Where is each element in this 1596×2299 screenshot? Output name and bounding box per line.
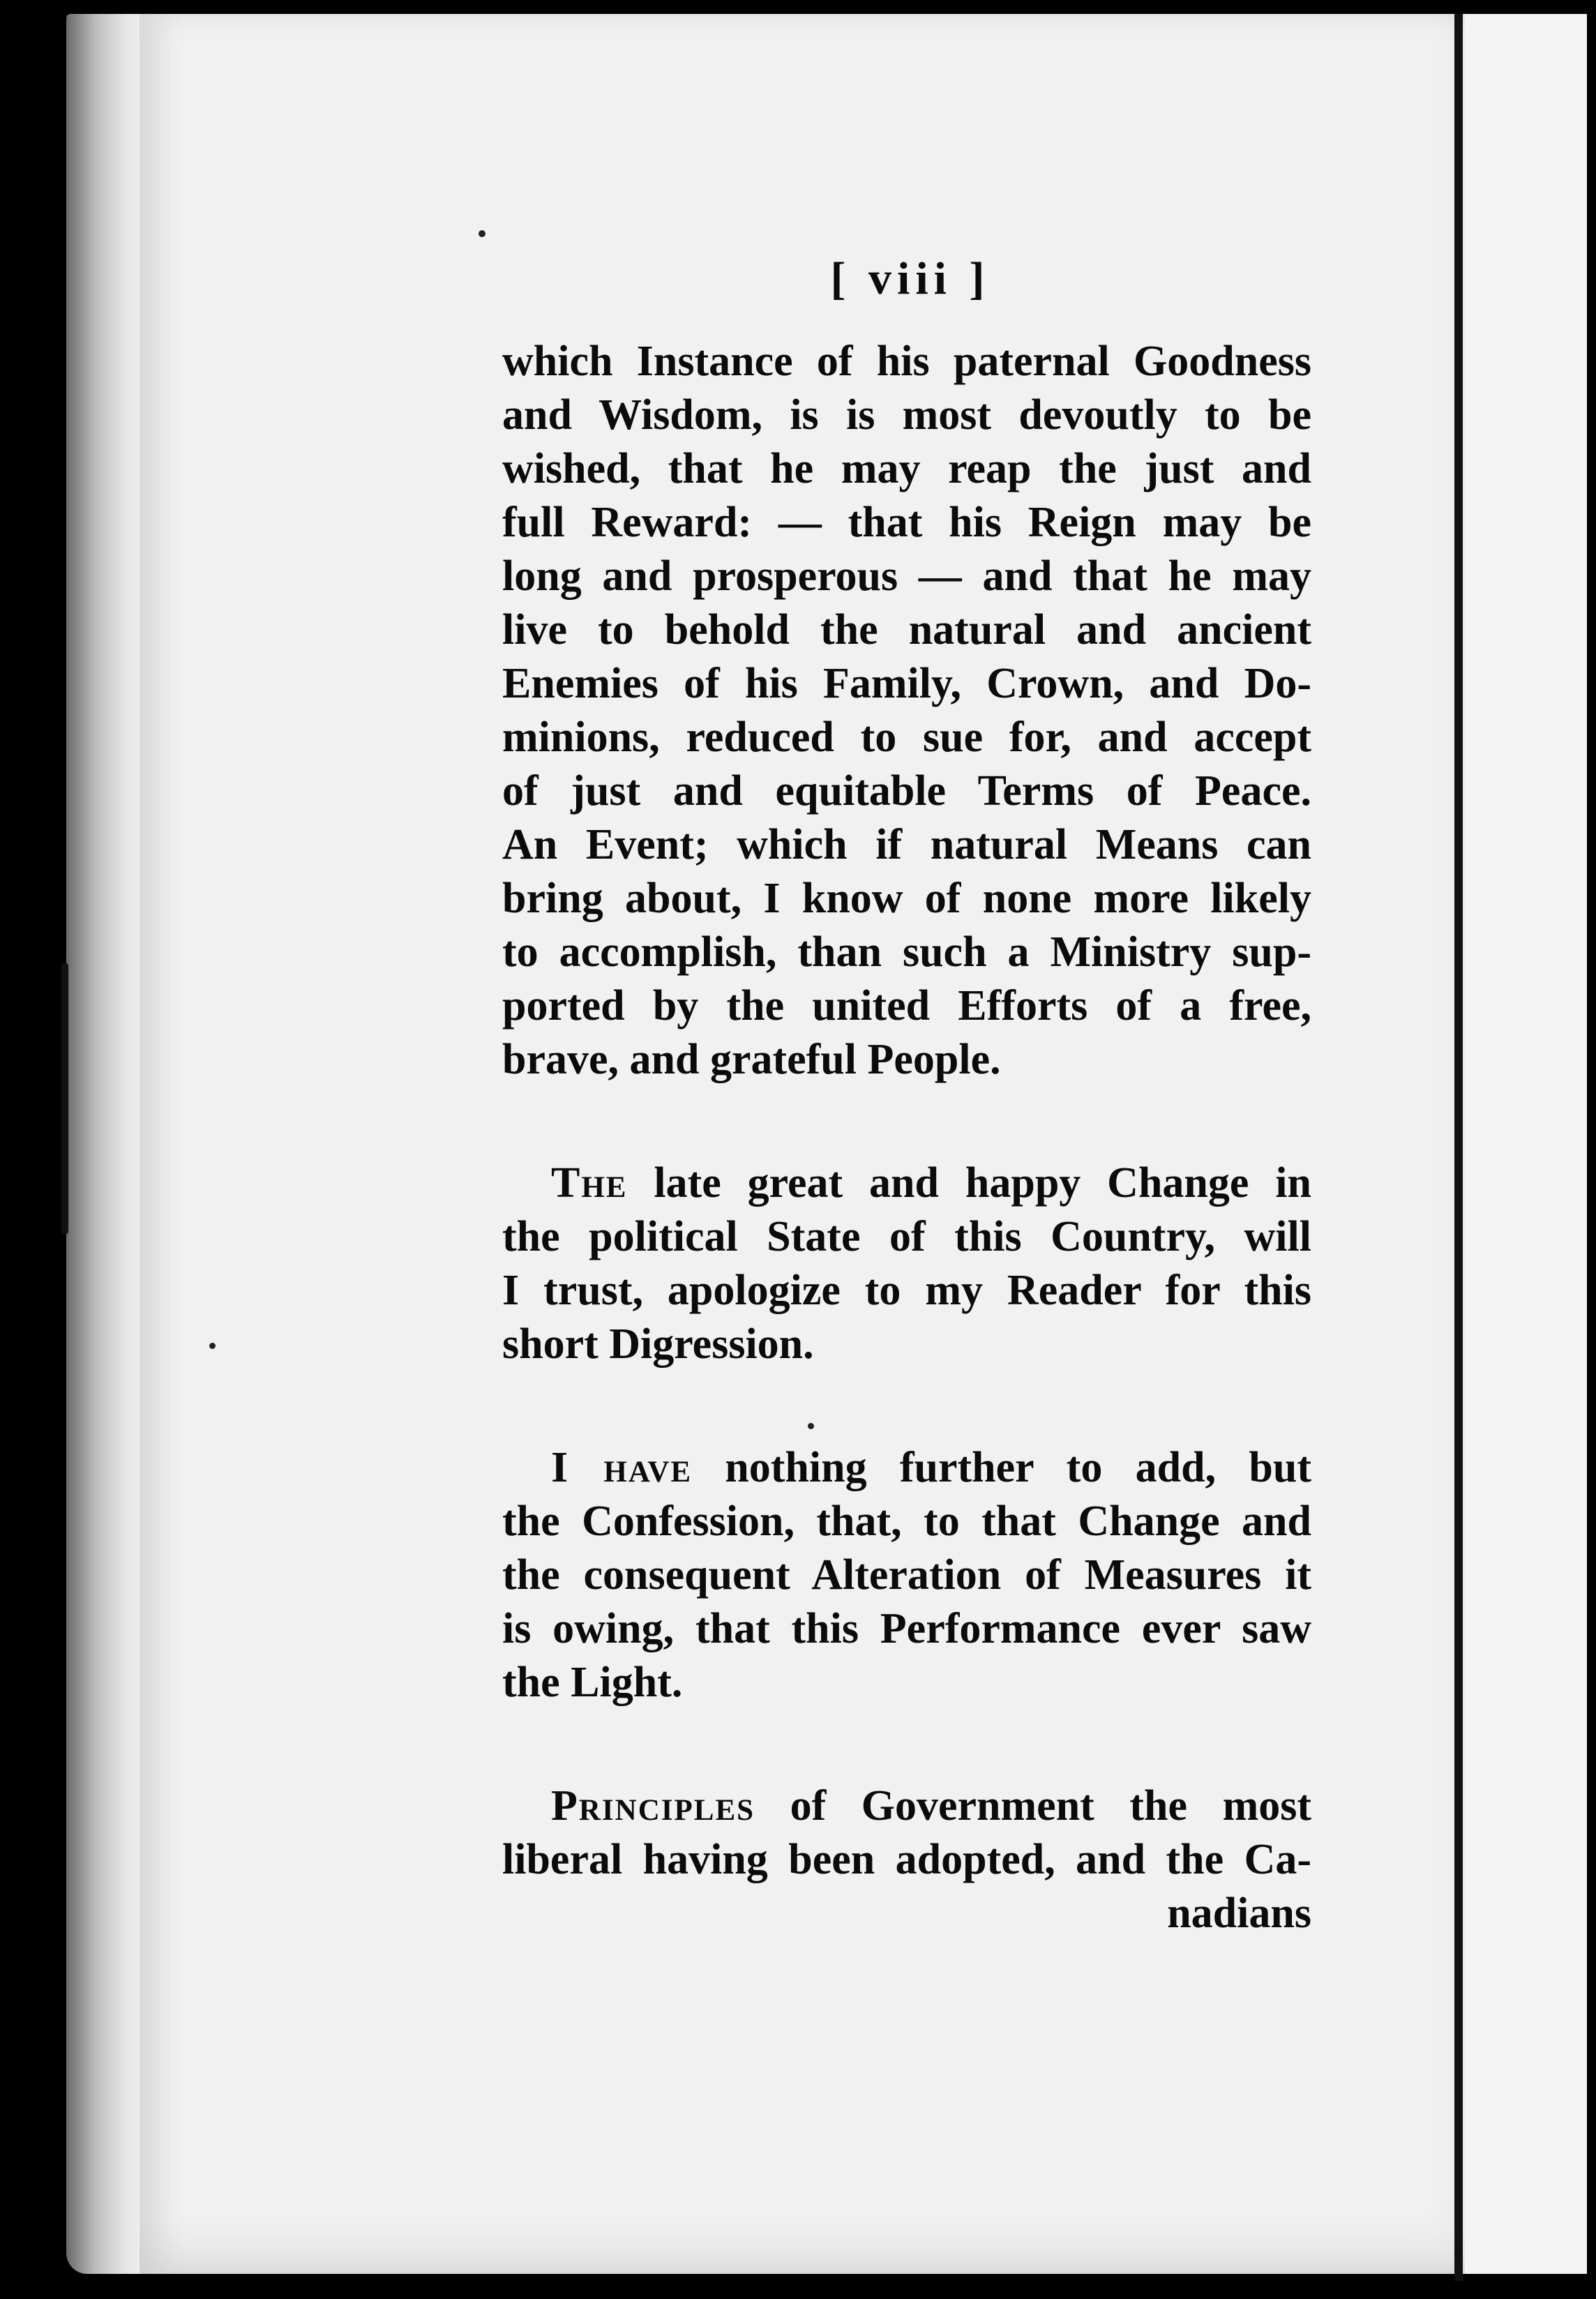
text-line: the Confession, that, to that Change and: [502, 1498, 1311, 1545]
text-line: and Wisdom, is is most devoutly to be: [502, 391, 1311, 439]
text-line: long and prosperous — and that he may: [502, 552, 1311, 600]
text-run: late great and happy Change in: [627, 1159, 1311, 1207]
catchword: nadians: [1167, 1890, 1311, 1937]
text-line: live to behold the natural and ancient: [502, 606, 1311, 654]
text-line: minions, reduced to sue for, and accept: [502, 714, 1311, 761]
text-line: ported by the united Efforts of a free,: [502, 982, 1311, 1030]
paragraph-lead: The: [551, 1159, 628, 1207]
text-line: wished, that he may reap the just and: [502, 445, 1311, 492]
text-line: [502, 1779, 1311, 1833]
paragraph-1: [502, 335, 1311, 1087]
text-line: I trust, apologize to my Reader for this: [502, 1267, 1311, 1314]
print-speck: [479, 230, 485, 237]
book-gutter: [66, 14, 150, 2274]
paragraph-4: [502, 1779, 1311, 1940]
facing-page-edge: [1465, 14, 1587, 2274]
text-line: to accomplish, than such a Ministry sup-: [502, 928, 1311, 976]
text-line: the Light.: [502, 1659, 683, 1706]
text-line: [502, 1156, 1311, 1210]
text-line: [502, 1441, 1311, 1495]
text-line: the consequent Alteration of Measures it: [502, 1551, 1311, 1599]
text-run: of Government the most: [755, 1782, 1311, 1830]
text-line: bring about, I know of none more likely: [502, 875, 1311, 922]
text-line: Enemies of his Family, Crown, and Do-: [502, 660, 1311, 707]
text-line: liberal having been adopted, and the Ca-: [502, 1836, 1311, 1883]
text-line: An Event; which if natural Means can: [502, 821, 1311, 868]
text-line: of just and equitable Terms of Peace.: [502, 767, 1311, 815]
text-line: which Instance of his paternal Goodness: [502, 338, 1311, 385]
page-text: [502, 244, 1311, 1940]
page-number: [ viii ]: [830, 253, 991, 304]
text-line: is owing, that this Performance ever saw: [502, 1605, 1311, 1652]
page-divider: [1454, 14, 1463, 2281]
print-speck: [209, 1343, 216, 1349]
text-run: nothing further to add, but: [692, 1444, 1311, 1491]
paragraph-lead: I have: [551, 1444, 693, 1491]
paragraph-2: [502, 1156, 1311, 1371]
binding-shadow: [61, 963, 68, 1235]
text-line: short Digression.: [502, 1320, 814, 1368]
text-line: full Reward: — that his Reign may be: [502, 499, 1311, 546]
paragraph-lead: Principles: [551, 1782, 755, 1830]
text-line: brave, and grateful People.: [502, 1036, 1001, 1083]
paragraph-3: [502, 1441, 1311, 1710]
text-line: the political State of this Country, will: [502, 1213, 1311, 1260]
